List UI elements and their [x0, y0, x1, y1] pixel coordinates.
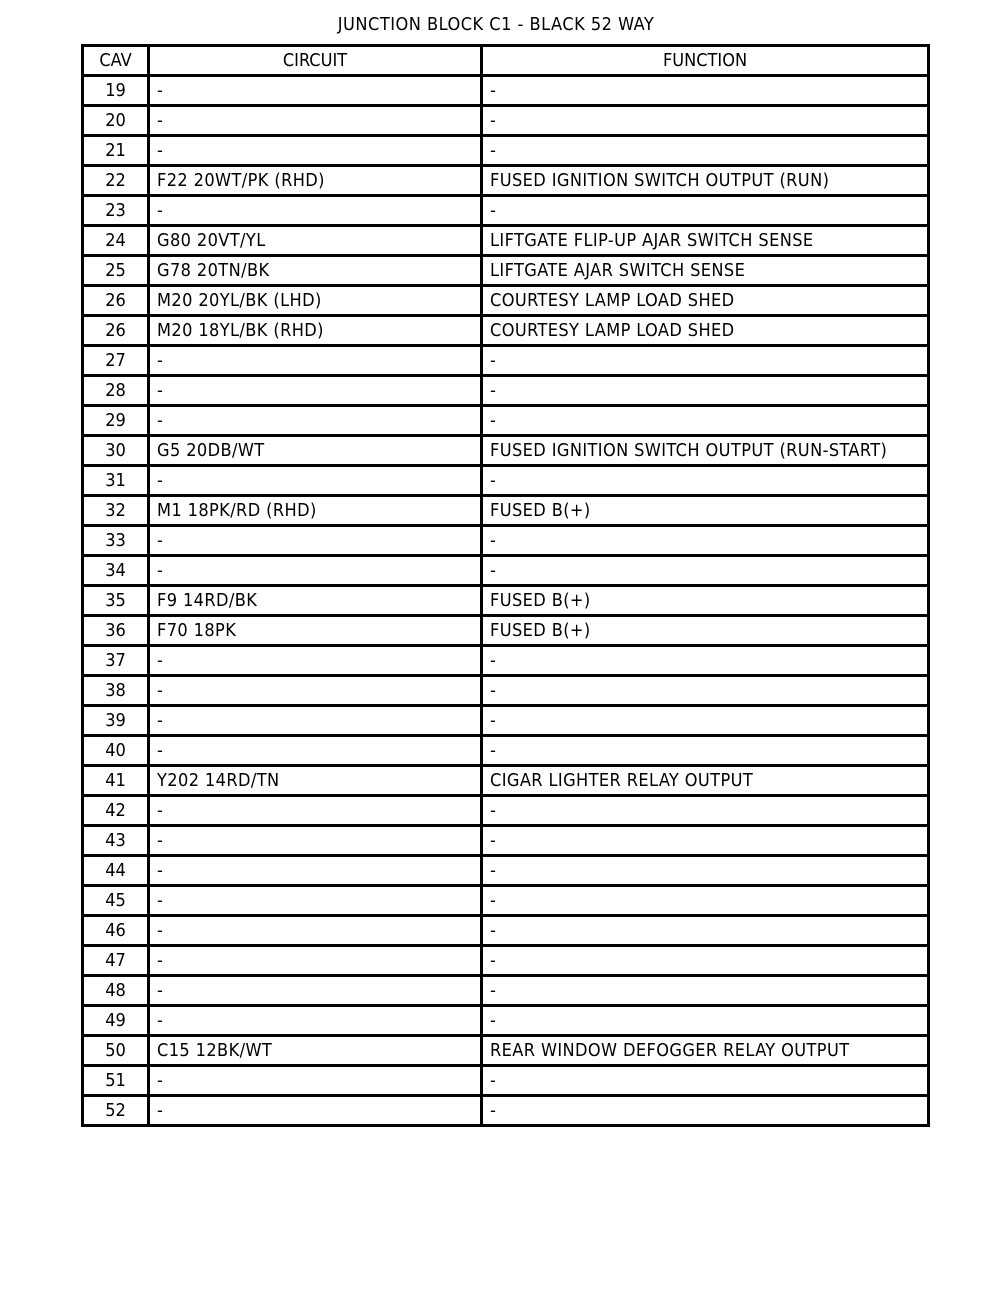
- circuit-cell: -: [149, 1066, 482, 1096]
- table-row: [83, 736, 929, 766]
- cav-cell: 25: [83, 256, 149, 286]
- table-row: [83, 646, 929, 676]
- table-row: [83, 796, 929, 826]
- table-row: [83, 286, 929, 316]
- cav-cell: 26: [83, 286, 149, 316]
- table-row: [83, 556, 929, 586]
- table-row: [83, 436, 929, 466]
- function-cell: -: [482, 706, 929, 736]
- table-row: [83, 766, 929, 796]
- function-cell: FUSED B(+): [482, 496, 929, 526]
- circuit-cell: -: [149, 556, 482, 586]
- table-row: [83, 1096, 929, 1126]
- circuit-cell: -: [149, 196, 482, 226]
- circuit-cell: G5 20DB/WT: [149, 436, 482, 466]
- cav-cell: 21: [83, 136, 149, 166]
- cav-cell: 33: [83, 526, 149, 556]
- function-cell: -: [482, 1096, 929, 1126]
- circuit-cell: F70 18PK: [149, 616, 482, 646]
- cav-cell: 27: [83, 346, 149, 376]
- function-cell: -: [482, 856, 929, 886]
- table-row: [83, 826, 929, 856]
- cav-cell: 37: [83, 646, 149, 676]
- cav-cell: 30: [83, 436, 149, 466]
- function-cell: -: [482, 946, 929, 976]
- circuit-cell: -: [149, 736, 482, 766]
- table-row: [83, 406, 929, 436]
- circuit-cell: -: [149, 856, 482, 886]
- circuit-cell: F22 20WT/PK (RHD): [149, 166, 482, 196]
- function-cell: -: [482, 676, 929, 706]
- cav-cell: 44: [83, 856, 149, 886]
- column-header-cav: CAV: [83, 46, 149, 76]
- circuit-cell: G80 20VT/YL: [149, 226, 482, 256]
- circuit-cell: -: [149, 946, 482, 976]
- table-row: [83, 856, 929, 886]
- table-row: [83, 106, 929, 136]
- circuit-cell: -: [149, 676, 482, 706]
- function-cell: LIFTGATE AJAR SWITCH SENSE: [482, 256, 929, 286]
- table-row: [83, 586, 929, 616]
- cav-cell: 51: [83, 1066, 149, 1096]
- function-cell: -: [482, 916, 929, 946]
- table-row: [83, 886, 929, 916]
- function-cell: LIFTGATE FLIP-UP AJAR SWITCH SENSE: [482, 226, 929, 256]
- page-title: JUNCTION BLOCK C1 - BLACK 52 WAY: [337, 14, 655, 35]
- function-cell: FUSED B(+): [482, 586, 929, 616]
- cav-cell: 32: [83, 496, 149, 526]
- table-row: [83, 526, 929, 556]
- table-row: [83, 1006, 929, 1036]
- function-cell: CIGAR LIGHTER RELAY OUTPUT: [482, 766, 929, 796]
- circuit-cell: -: [149, 826, 482, 856]
- cav-cell: 40: [83, 736, 149, 766]
- circuit-cell: -: [149, 976, 482, 1006]
- function-cell: FUSED B(+): [482, 616, 929, 646]
- function-cell: REAR WINDOW DEFOGGER RELAY OUTPUT: [482, 1036, 929, 1066]
- table-row: [83, 166, 929, 196]
- table-row: [83, 946, 929, 976]
- header-row: [83, 46, 929, 76]
- table-row: [83, 496, 929, 526]
- cav-cell: 22: [83, 166, 149, 196]
- function-cell: -: [482, 796, 929, 826]
- circuit-cell: -: [149, 406, 482, 436]
- cav-cell: 24: [83, 226, 149, 256]
- cav-cell: 28: [83, 376, 149, 406]
- pinout-table: [81, 44, 930, 1127]
- cav-cell: 48: [83, 976, 149, 1006]
- function-cell: -: [482, 976, 929, 1006]
- cav-cell: 36: [83, 616, 149, 646]
- function-cell: FUSED IGNITION SWITCH OUTPUT (RUN-START): [482, 436, 929, 466]
- table-row: [83, 136, 929, 166]
- cav-cell: 46: [83, 916, 149, 946]
- table-row: [83, 376, 929, 406]
- column-header-circuit: CIRCUIT: [149, 46, 482, 76]
- table-row: [83, 1066, 929, 1096]
- function-cell: -: [482, 1066, 929, 1096]
- table-row: [83, 916, 929, 946]
- circuit-cell: -: [149, 76, 482, 106]
- cav-cell: 35: [83, 586, 149, 616]
- function-cell: -: [482, 526, 929, 556]
- function-cell: -: [482, 136, 929, 166]
- circuit-cell: G78 20TN/BK: [149, 256, 482, 286]
- circuit-cell: -: [149, 526, 482, 556]
- circuit-cell: -: [149, 796, 482, 826]
- table-row: [83, 1036, 929, 1066]
- table-row: [83, 256, 929, 286]
- function-cell: FUSED IGNITION SWITCH OUTPUT (RUN): [482, 166, 929, 196]
- function-cell: -: [482, 646, 929, 676]
- circuit-cell: -: [149, 646, 482, 676]
- function-cell: -: [482, 346, 929, 376]
- cav-cell: 26: [83, 316, 149, 346]
- function-cell: -: [482, 466, 929, 496]
- cav-cell: 52: [83, 1096, 149, 1126]
- function-cell: -: [482, 76, 929, 106]
- circuit-cell: -: [149, 1096, 482, 1126]
- table-body: [83, 76, 929, 1126]
- table-row: [83, 76, 929, 106]
- table-row: [83, 616, 929, 646]
- function-cell: -: [482, 1006, 929, 1036]
- cav-cell: 49: [83, 1006, 149, 1036]
- circuit-cell: F9 14RD/BK: [149, 586, 482, 616]
- circuit-cell: -: [149, 1006, 482, 1036]
- cav-cell: 38: [83, 676, 149, 706]
- circuit-cell: -: [149, 346, 482, 376]
- cav-cell: 31: [83, 466, 149, 496]
- table-row: [83, 976, 929, 1006]
- cav-cell: 23: [83, 196, 149, 226]
- circuit-cell: -: [149, 376, 482, 406]
- cav-cell: 41: [83, 766, 149, 796]
- circuit-cell: M20 18YL/BK (RHD): [149, 316, 482, 346]
- function-cell: -: [482, 376, 929, 406]
- cav-cell: 19: [83, 76, 149, 106]
- cav-cell: 42: [83, 796, 149, 826]
- function-cell: -: [482, 406, 929, 436]
- cav-cell: 43: [83, 826, 149, 856]
- function-cell: -: [482, 886, 929, 916]
- function-cell: -: [482, 826, 929, 856]
- circuit-cell: M20 20YL/BK (LHD): [149, 286, 482, 316]
- circuit-cell: -: [149, 106, 482, 136]
- cav-cell: 47: [83, 946, 149, 976]
- cav-cell: 50: [83, 1036, 149, 1066]
- circuit-cell: -: [149, 916, 482, 946]
- circuit-cell: Y202 14RD/TN: [149, 766, 482, 796]
- circuit-cell: C15 12BK/WT: [149, 1036, 482, 1066]
- table-row: [83, 466, 929, 496]
- circuit-cell: -: [149, 466, 482, 496]
- function-cell: -: [482, 556, 929, 586]
- table-header: [83, 46, 929, 76]
- circuit-cell: M1 18PK/RD (RHD): [149, 496, 482, 526]
- table-row: [83, 676, 929, 706]
- cav-cell: 39: [83, 706, 149, 736]
- circuit-cell: -: [149, 886, 482, 916]
- circuit-cell: -: [149, 706, 482, 736]
- table-row: [83, 706, 929, 736]
- cav-cell: 45: [83, 886, 149, 916]
- function-cell: -: [482, 196, 929, 226]
- table-row: [83, 196, 929, 226]
- function-cell: -: [482, 106, 929, 136]
- function-cell: -: [482, 736, 929, 766]
- function-cell: COURTESY LAMP LOAD SHED: [482, 316, 929, 346]
- cav-cell: 34: [83, 556, 149, 586]
- cav-cell: 29: [83, 406, 149, 436]
- table-row: [83, 346, 929, 376]
- function-cell: COURTESY LAMP LOAD SHED: [482, 286, 929, 316]
- table-row: [83, 316, 929, 346]
- circuit-cell: -: [149, 136, 482, 166]
- column-header-function: FUNCTION: [482, 46, 929, 76]
- cav-cell: 20: [83, 106, 149, 136]
- table-row: [83, 226, 929, 256]
